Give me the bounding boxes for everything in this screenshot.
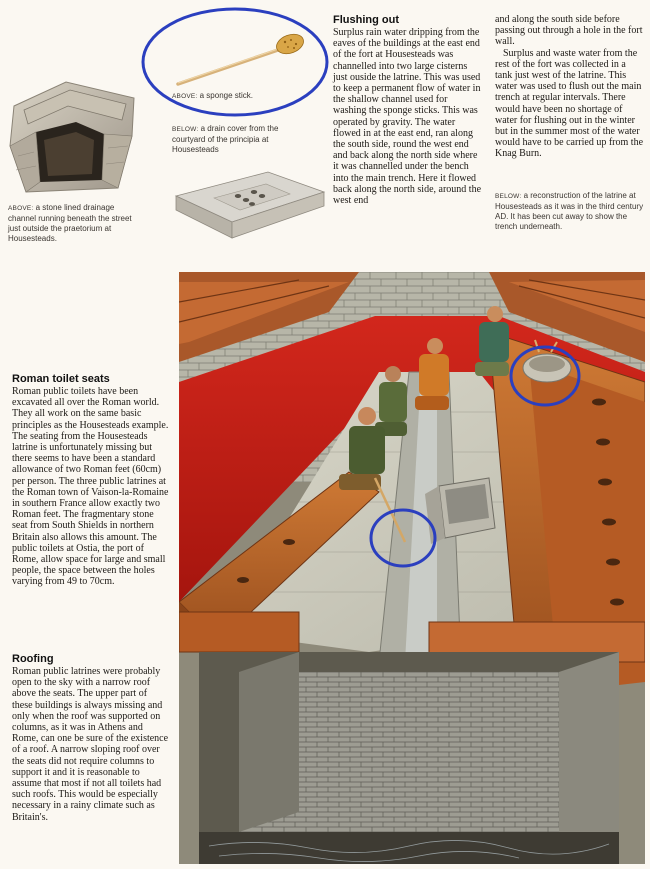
flushing-out-paragraph-2: Surplus and waste water from the rest of the fort was collected in a tank just west of the latrine. This water was used to flush out the main trench at regular intervals. There would have been no shortage of water for flushing out in the winter but in the summer most of the water would have to be carried up from the Knag Burn.: [495, 47, 644, 160]
latrine-reconstruction-illustration: [179, 272, 645, 864]
roman-toilet-seats-text: Roman public toilets have been excavated all over the Roman world. They all work on the same basic principles as the Housesteads example. The seating from the Housesteads latrine is unfortunately missing but there seems to have been a standard allowance of two Roman feet (60cm) per person. The three public latrines at the Roman town of Vaison-la-Romaine in southern France allow exactly two Roman feet. The fragmentary stone seat from South Shields in northern Britain also allows this amount. The public toilets at Ostia, the port of Rome, allow space for large and small people, the space between the holes varying from 49 to 70cm.: [12, 386, 169, 588]
sponge: [274, 31, 306, 57]
flushing-out-paragraph-1-continued: and along the south side before passing out through a hole in the fort wall.: [495, 14, 643, 48]
drain-cover-caption: BELOW: a drain cover from the courtyard of the principia at Housesteads: [172, 124, 279, 154]
sponge-stick-caption: ABOVE: a sponge stick.: [172, 91, 253, 100]
reconstruction-caption: BELOW: a reconstruction of the latrine at Housesteads as it was in the third century AD. It has been cut away to show the trench underneath.: [495, 191, 644, 231]
flushing-out-paragraph-1: Surplus rain water dripping from the eaves of the buildings at the east end of the fort at Housesteads was channelled into two large cisterns just ouside the latrine. This was used to keep a permanent flow of water in the shallow channel used for washing the sponge sticks. This was operated by gravity. The water flowed in at the east end, ran along the south side, round the west end and back along the north side where it was channelled under the bench into the main trench. Here it flowed back along the north side, around the west end: [333, 27, 482, 207]
roofing-heading: Roofing: [12, 653, 54, 665]
flushing-out-section: [333, 14, 483, 206]
drain-cover-illustration: [170, 170, 328, 244]
stone-channel-illustration: [6, 76, 140, 194]
roofing-section: [12, 653, 170, 823]
stone-channel-caption: ABOVE: a stone lined drainage channel running beneath the street just outside the praetorium at Housesteads.: [8, 203, 132, 243]
flushing-out-heading: Flushing out: [333, 14, 399, 26]
flushing-out-column-2: [495, 14, 643, 160]
roofing-text: Roman public latrines were probably open to the sky with a narrow roof above the seats. The upper part of these buildings is always missing and only when the roof was supported on columns, as it was in Athens and Rome, can one be sure of the existence of a roof. A narrow sloping roof over the seats did not require columns to support it and it is reasonable to assume that most if not all toilets had such roofs. This would be especially necessary in a rainy climate such as Britain's.: [12, 666, 169, 823]
roman-toilet-seats-heading: Roman toilet seats: [12, 373, 110, 385]
roman-toilet-seats-section: [12, 373, 170, 588]
